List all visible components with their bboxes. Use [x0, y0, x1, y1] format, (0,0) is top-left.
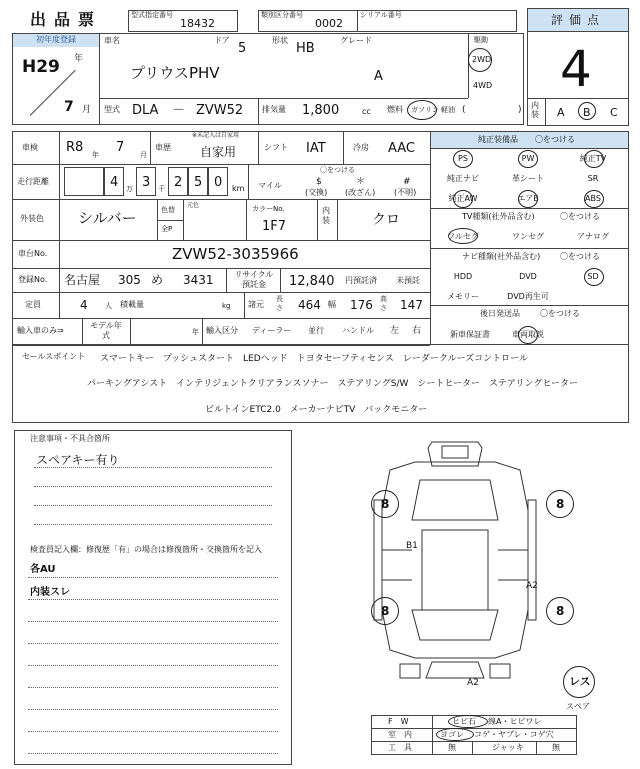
drive-2wd-circle	[468, 48, 492, 72]
navi-memory: メモリー	[447, 292, 479, 301]
width-label: 幅	[328, 300, 336, 309]
model-year-label: モデル年式	[90, 321, 122, 340]
recycle-status-deposited: 円預託済	[345, 276, 377, 285]
damage-a2-rear: A2	[467, 678, 479, 688]
length-label: 長さ	[276, 295, 283, 312]
cc-label: cc	[362, 107, 371, 116]
interior-label: 内装	[531, 101, 539, 119]
grade-label: グレード	[340, 36, 372, 45]
interior-cond-label: 室 内	[388, 730, 412, 739]
recycle-label: リサイクル預託金	[234, 270, 274, 289]
color-orig-label: 元色	[187, 202, 200, 209]
handle-left: 左	[390, 326, 400, 336]
mileage-man: 万	[126, 185, 133, 193]
navi-sd: SD	[587, 272, 599, 281]
later-title: 後日発送品	[480, 309, 520, 318]
mileage-sen: 千	[158, 185, 165, 193]
color-change-label: 色替	[161, 206, 175, 214]
capacity-label: 定員	[25, 300, 41, 309]
later-mark: 〇をつける	[540, 309, 580, 318]
shape-label: 形状	[272, 36, 288, 45]
tv-fullseg: フルセグ	[447, 232, 479, 241]
model-spec-label: 型式指定番号	[131, 11, 173, 19]
drive-label: 駆動	[474, 36, 488, 44]
interior-cond-value1: ヨゴレ	[440, 730, 464, 739]
mileage-mile: マイル	[258, 181, 282, 190]
registration-city: 名古屋	[64, 273, 101, 287]
tire-rl: 8	[381, 604, 390, 618]
type-label: 型式	[104, 105, 120, 114]
mileage-d2: 3	[142, 175, 151, 190]
interior-grade-b: B	[583, 106, 591, 119]
category-value: 0002	[315, 17, 343, 30]
tire-rr: 8	[556, 604, 565, 618]
length-value: 464	[298, 298, 321, 312]
first-reg-label: 初年度登録	[36, 35, 76, 44]
shape-value: HB	[296, 41, 315, 56]
light-oil-label: 軽油	[441, 106, 455, 114]
interior-cond-value2: コゲ・ヤブレ・コゲ穴	[474, 730, 554, 739]
import-year: 年	[192, 328, 199, 336]
import-dealer: ディーラー	[252, 326, 292, 335]
sales-line2: パーキングアシスト インテリジェントクリアランスソナー ステアリングS/W シートヒーター ステアリングヒーター	[87, 379, 578, 389]
mileage-unknown: (不明)	[394, 188, 417, 197]
equip-sr: SR	[587, 174, 599, 183]
tools-value: 無	[448, 743, 456, 752]
history-note: ※未記入は自家用	[192, 132, 240, 139]
mileage-star: ＊	[356, 177, 366, 187]
spare-label: スペア	[566, 702, 590, 711]
ac-label: 冷房	[353, 143, 369, 152]
displacement-value: 1,800	[302, 103, 340, 118]
handle-label: ハンドル	[342, 326, 374, 335]
color-label: 外装色	[20, 214, 44, 223]
inspection-era: R8	[66, 140, 84, 155]
damage-a2-side: A2	[526, 581, 538, 591]
equip-pw: PW	[521, 154, 535, 163]
car-diagram	[360, 440, 550, 685]
paren-left: (	[462, 105, 466, 115]
displacement-label: 排気量	[262, 105, 286, 114]
registration-kana: め	[151, 273, 164, 287]
capacity-unit: 人	[105, 302, 112, 310]
tv-mark: 〇をつける	[560, 212, 600, 221]
car-name-label: 車名	[104, 36, 120, 45]
navi-mark: 〇をつける	[560, 252, 600, 261]
spare-value: レス	[569, 675, 591, 688]
later-warranty: 新車保証書	[450, 330, 490, 339]
selected-grade-circle	[578, 102, 596, 120]
inspector-line2: 内装スレ	[30, 587, 70, 598]
color-value: シルバー	[78, 209, 137, 227]
model-spec-value: 18432	[180, 17, 215, 30]
inspector-label: 検査員記入欄：修復歴「有」の場合は修復箇所・交換箇所を記入	[30, 545, 262, 554]
import-parallel: 並行	[308, 326, 324, 335]
fuel-circle	[407, 100, 437, 120]
tools-label: 工 具	[388, 743, 412, 752]
evaluation-label: 評価点	[550, 13, 605, 27]
mileage-km: km	[232, 184, 245, 193]
registration-label: 登録No.	[18, 275, 48, 284]
drive-2wd: 2WD	[472, 55, 492, 64]
equip-ps: PS	[458, 154, 468, 163]
mileage-d3: 2	[174, 175, 183, 190]
inspection-year-suffix: 年	[92, 151, 99, 159]
interior-color-value: クロ	[372, 212, 400, 228]
navi-dvd-play: DVD再生可	[507, 292, 549, 301]
mileage-tamper: (改ざん)	[345, 188, 376, 197]
notes-line1: スペアキー有り	[36, 453, 120, 467]
damage-b1: B1	[406, 541, 418, 551]
chassis-label: 車台No.	[18, 249, 48, 258]
equip-aw: 純正AW	[448, 194, 478, 203]
first-reg-month-suffix: 月	[82, 105, 92, 115]
mileage-dollar: $	[316, 177, 322, 187]
equipment-mark: 〇をつける	[535, 135, 575, 144]
height-value: 147	[400, 298, 423, 312]
paren-right: )	[518, 105, 522, 115]
color-no-value: 1F7	[262, 219, 287, 234]
inspector-line1: 各AU	[30, 564, 56, 575]
fw-value1: ヒビ石	[452, 717, 476, 726]
interior-grade-a: A	[557, 106, 565, 119]
chassis-value: ZVW52-3035966	[172, 245, 299, 263]
inspection-month: 7	[116, 140, 125, 155]
type-prefix: DLA	[132, 103, 159, 118]
navi-title: ナビ種類(社外品含む)	[462, 252, 541, 261]
dims-label: 諸元	[248, 300, 264, 309]
later-manual: 車両取説	[512, 330, 544, 339]
type-code: ZVW52	[196, 103, 244, 118]
notes-label: 注意事項・不具合箇所	[30, 434, 110, 443]
history-value: 自家用	[200, 145, 237, 159]
capacity-value: 4	[80, 298, 88, 312]
recycle-status-undeposited: 未預託	[396, 276, 420, 285]
door-label: ドア	[214, 36, 230, 45]
interior-grade-c: C	[610, 106, 618, 119]
type-dash: －	[172, 103, 186, 118]
height-label: 高さ	[380, 295, 387, 312]
shift-label: シフト	[264, 143, 288, 152]
jack-value: 無	[552, 743, 560, 752]
first-reg-year-suffix: 年	[74, 54, 84, 64]
mileage-d1: 4	[110, 175, 119, 190]
recycle-value: 12,840	[289, 274, 335, 289]
sales-line1: スマートキー プッシュスタート LEDヘッド トヨタセーフティセンス レーダークルーズコントロール	[100, 354, 528, 364]
sales-label: セールスポイント	[22, 352, 86, 361]
navi-hdd: HDD	[453, 272, 473, 281]
tire-fr: 8	[556, 497, 565, 511]
drive-4wd: 4WD	[473, 81, 493, 90]
jack-label: ジャッキ	[492, 743, 524, 752]
load-kg: kg	[222, 302, 231, 310]
handle-right: 右	[412, 326, 422, 336]
mileage-d5: 0	[214, 175, 223, 190]
load-label: 積載量	[120, 300, 144, 309]
equipment-title: 純正装備品	[478, 135, 518, 144]
navi-dvd: DVD	[519, 272, 537, 281]
mileage-label: 走行距離	[17, 177, 49, 186]
import-label: 輸入車のみ⇒	[17, 326, 64, 335]
tv-title: TV種類(社外品含む)	[462, 212, 535, 221]
car-name-value: プリウスPHV	[130, 64, 220, 82]
equip-navi: 純正ナビ	[447, 174, 479, 183]
equip-leather: 革シート	[512, 174, 544, 183]
first-reg-era: H29	[22, 57, 60, 77]
mileage-exchange: (交換)	[305, 188, 328, 197]
form-title: 出品票	[30, 10, 103, 29]
equip-abs: ABS	[585, 194, 601, 203]
category-label: 類別区分番号	[261, 11, 303, 19]
tv-analog: アナログ	[577, 232, 609, 241]
mileage-d4: 5	[194, 175, 203, 190]
tv-oneseg: ワンセグ	[512, 232, 544, 241]
fuel-label: 燃料	[387, 105, 403, 114]
color-no-label: カラーNo.	[252, 205, 285, 213]
registration-class: 305	[118, 273, 141, 287]
interior-color-label: 内装	[322, 206, 330, 225]
evaluation-score: 4	[560, 40, 592, 98]
fw-label: F W	[388, 717, 409, 726]
equip-tv: 純正TV	[579, 154, 607, 163]
fw-value2: 線A・ヒビワレ	[488, 717, 542, 726]
history-label: 車歴	[155, 143, 171, 152]
equip-airbag: エアB	[517, 194, 539, 203]
grade-value: A	[374, 69, 383, 84]
serial-label: シリアル番号	[360, 11, 402, 19]
inspection-label: 車検	[22, 143, 38, 152]
fuel-value: ガソリン	[411, 106, 439, 114]
mileage-mark-note: 〇をつける	[320, 166, 355, 174]
ac-value: AAC	[388, 141, 415, 156]
tire-fl: 8	[381, 497, 390, 511]
inspection-month-suffix: 月	[140, 151, 147, 159]
shift-value: IAT	[306, 141, 326, 156]
width-value: 176	[350, 298, 373, 312]
sales-line3: ビルトインETC2.0 メーカーナビTV バックモニター	[205, 405, 428, 415]
mileage-hash: #	[403, 177, 411, 187]
registration-number: 3431	[183, 273, 214, 287]
first-reg-month: 7	[64, 99, 74, 115]
door-value: 5	[238, 41, 247, 56]
import-class-label: 輸入区分	[206, 326, 238, 335]
color-full-label: 全P	[161, 225, 173, 233]
